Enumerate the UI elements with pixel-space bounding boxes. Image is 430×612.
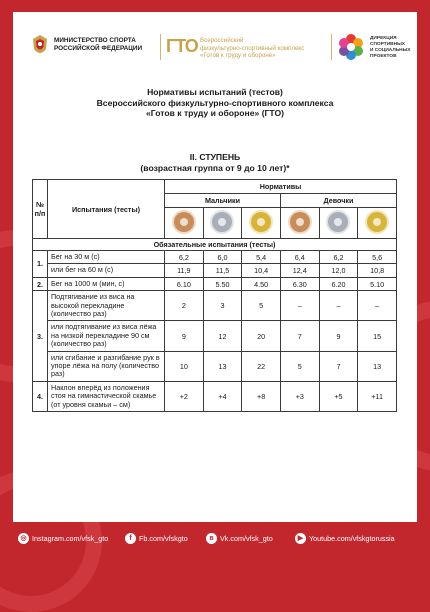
title-line-2: Всероссийского физкультурно-спортивного комплекса [96,97,334,108]
medal-icon [212,212,232,232]
directorate-name [370,36,411,60]
test-name: или подтягивание из виса лёжа на низкой перекладине 90 см (количество раз) [48,321,165,351]
facebook-text: Fb.com/vfskgto [139,534,188,543]
norm-value: +3 [280,381,319,411]
youtube-link[interactable] [295,533,395,547]
minsport-line-1: МИНИСТЕРСТВО СПОРТА [54,37,136,44]
medal-cell [280,208,319,239]
header-girls: Девочки [280,194,396,208]
header-boys: Мальчики [165,194,281,208]
header-num: № п/п [33,180,48,239]
directorate-line-4: ПРОЕКТОВ [370,54,397,59]
test-name: Подтягивание из виса на высокой перекладине (количество раз) [48,291,165,321]
vk-text: Vk.com/vfsk_gto [220,534,273,543]
minsport-name [54,37,142,53]
directorate-logo [336,32,416,62]
table-row [33,351,397,381]
table-row [33,264,397,277]
medal-cell [319,208,358,239]
minsport-logo [30,34,160,60]
norm-value: 5 [280,351,319,381]
header-logos [13,12,417,64]
norm-value: 5,6 [358,251,397,264]
gto-name [200,37,304,60]
minsport-line-2: РОССИЙСКОЙ ФЕДЕРАЦИИ [54,45,143,52]
table-body [33,251,397,412]
norm-value: 20 [242,321,281,351]
test-name: или сгибание и разгибание рук в упоре лёжа на полу (количество раз) [48,351,165,381]
test-name: Бег на 30 м (с) [48,251,165,264]
norm-value: 6.20 [319,277,358,290]
norm-value: 2 [165,291,204,321]
norms-table [32,179,397,412]
norm-value: 15 [358,321,397,351]
norm-value: +8 [242,381,281,411]
norm-value: 5.50 [203,277,242,290]
norm-value: 9 [165,321,204,351]
row-number: 1. [33,251,48,278]
logo-divider [331,34,332,60]
table-row [33,277,397,290]
norm-value: 10 [165,351,204,381]
stage-title: II. СТУПЕНЬ [189,152,241,162]
title-line-3: «Готов к труду и обороне» (ГТО) [145,108,285,118]
facebook-link[interactable] [125,533,188,547]
instagram-link[interactable] [18,533,108,547]
document-page [13,12,417,522]
norm-value: 5 [242,291,281,321]
header-norms: Нормативы [165,180,397,194]
instagram-icon: ◎ [18,533,29,544]
logo-divider [160,34,161,60]
norm-value: 6,4 [280,251,319,264]
row-number: 4. [33,381,48,411]
norm-value: 11,5 [203,264,242,277]
row-number: 2. [33,277,48,290]
directorate-line-3: И СОЦИАЛЬНЫХ [370,48,411,53]
document-title [13,87,417,119]
table-row [33,291,397,321]
norm-value: 4.50 [242,277,281,290]
medal-icon [251,212,271,232]
footer [0,527,430,555]
norm-value: – [319,291,358,321]
norm-value: 6.30 [280,277,319,290]
norm-value: 7 [280,321,319,351]
instagram-text: Instagram.com/vfsk_gto [32,534,109,543]
norm-value: – [280,291,319,321]
facebook-icon: f [125,533,136,544]
title-line-1: Нормативы испытаний (тестов) [147,87,283,97]
gto-mark: ГТО [166,36,198,56]
table-row [33,251,397,264]
gto-logo [166,34,336,60]
stage-heading [13,152,417,173]
norm-value: 6,0 [203,251,242,264]
norm-value: 12,0 [319,264,358,277]
norm-value: 5,4 [242,251,281,264]
medal-icon [290,212,310,232]
norm-value: 6.10 [165,277,204,290]
vk-link[interactable] [206,533,273,547]
norm-value: 9 [319,321,358,351]
medal-icon [328,212,348,232]
medal-cell [165,208,204,239]
vk-icon: в [206,533,217,544]
medal-cell [242,208,281,239]
norm-value: – [358,291,397,321]
directorate-flower-icon [336,32,366,62]
norm-value: +4 [203,381,242,411]
coat-of-arms-icon [30,34,50,58]
section-mandatory: Обязательные испытания (тесты) [33,239,397,251]
youtube-text: Youtube.com/vfskgtorussia [309,534,395,543]
norm-value: 10,8 [358,264,397,277]
norm-value: +2 [165,381,204,411]
norm-value: +5 [319,381,358,411]
header-test: Испытания (тесты) [48,180,165,239]
gto-line-2: физкультурно-спортивный комплекс [200,44,305,52]
gto-line-3: «Готов к труду и обороне» [200,52,276,60]
norm-value: 10,4 [242,264,281,277]
directorate-line-1: ДИРЕКЦИЯ [370,36,397,41]
table-row [33,321,397,351]
norm-value: 5.10 [358,277,397,290]
age-group: (возрастная группа от 9 до 10 лет)* [140,162,290,173]
norm-value: 11,9 [165,264,204,277]
norm-value: 12,4 [280,264,319,277]
medal-icon [367,212,387,232]
norm-value: 12 [203,321,242,351]
table-header-row [33,180,397,194]
norm-value: +11 [358,381,397,411]
test-name: Наклон вперёд из положения стоя на гимнастической скамье (от уровня скамьи – см) [48,381,165,411]
medal-cell [358,208,397,239]
norm-value: 13 [203,351,242,381]
gto-line-1: Всероссийский [200,37,244,44]
norm-value: 6,2 [165,251,204,264]
test-name: или бег на 60 м (с) [48,264,165,277]
norm-value: 3 [203,291,242,321]
test-name: Бег на 1000 м (мин, с) [48,277,165,290]
youtube-icon: ▶ [295,533,306,544]
norm-value: 6,2 [319,251,358,264]
norm-value: 22 [242,351,281,381]
section-row [33,239,397,251]
medal-cell [203,208,242,239]
norm-value: 13 [358,351,397,381]
table-row [33,381,397,411]
norm-value: 7 [319,351,358,381]
directorate-line-2: СПОРТИВНЫХ [370,42,405,47]
row-number: 3. [33,291,48,382]
medal-icon [174,212,194,232]
